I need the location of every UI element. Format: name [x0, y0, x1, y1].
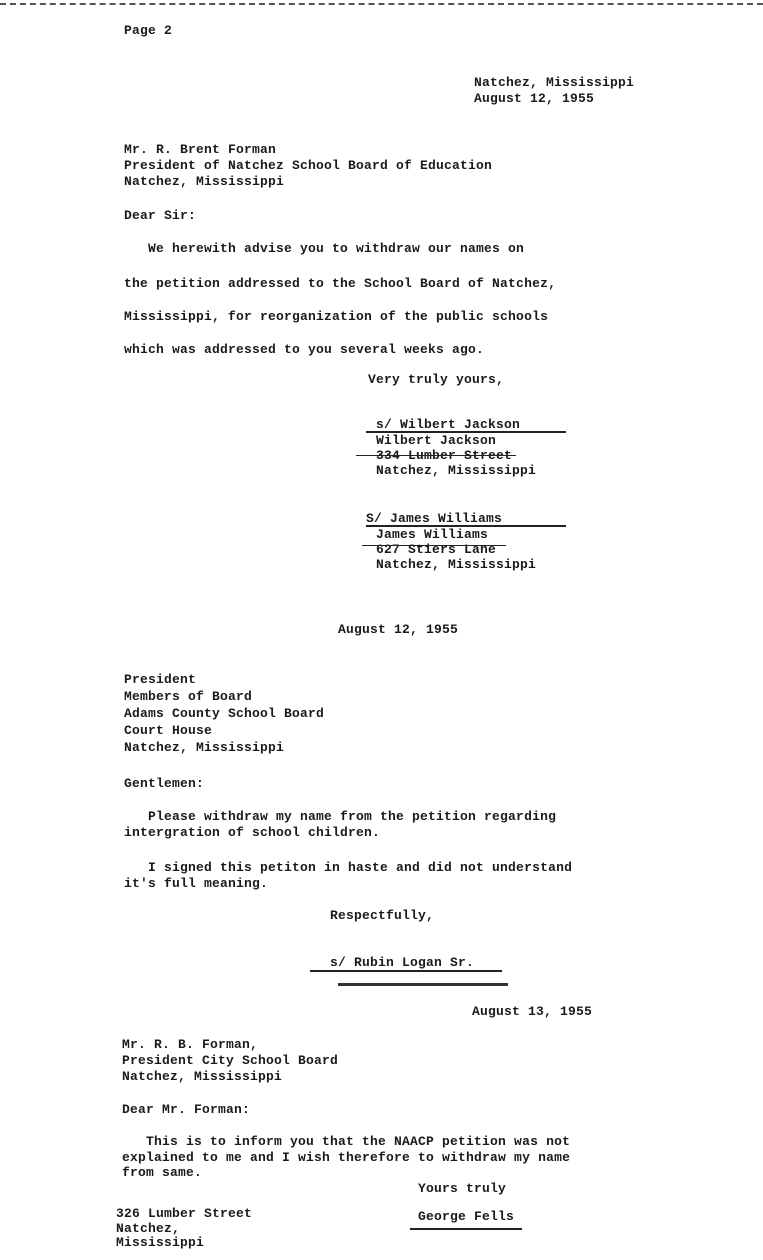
letter2-addressee-line: Members of Board [124, 689, 253, 704]
letter3-signature-line [410, 1228, 522, 1230]
top-border [0, 3, 763, 5]
signer2-strikeout [362, 545, 506, 546]
signer1-street: 334 Lumber Street [376, 448, 513, 463]
letter1-closing: Very truly yours, [368, 372, 505, 387]
letter3-signature: George Fells [418, 1209, 515, 1224]
signer2-signature: S/ James Williams [366, 511, 503, 526]
letter3-sender-address-line: 326 Lumber Street [116, 1206, 253, 1221]
letter2-addressee-line: President [124, 672, 197, 687]
letter1-addressee-line: Mr. R. Brent Forman [124, 142, 277, 157]
letter3-sender-address-line: Natchez, [116, 1221, 181, 1236]
letter2-para2-line: it's full meaning. [124, 876, 269, 891]
letter3-addressee-line: Mr. R. B. Forman, [122, 1037, 259, 1052]
letter2-closing: Respectfully, [330, 908, 435, 923]
letter2-signature-line [310, 970, 502, 972]
letter1-body-line: which was addressed to you several weeks ago. [124, 342, 485, 357]
signer2-name: James Williams [376, 527, 489, 542]
letter2-addressee-line: Adams County School Board [124, 706, 325, 721]
letter2-signature: s/ Rubin Logan Sr. [330, 955, 475, 970]
letter1-addressee-line: Natchez, Mississippi [124, 174, 285, 189]
letter3-closing: Yours truly [418, 1181, 507, 1196]
letter2-salutation: Gentlemen: [124, 776, 205, 791]
letter3-sender-address-line: Mississippi [116, 1235, 205, 1250]
signer1-name: Wilbert Jackson [376, 433, 497, 448]
letter2-date: August 12, 1955 [338, 622, 459, 637]
letter3-date: August 13, 1955 [472, 1004, 593, 1019]
signer1-signature: s/ Wilbert Jackson [376, 417, 521, 432]
letter3-salutation: Dear Mr. Forman: [122, 1102, 251, 1117]
letter1-body-line: We herewith advise you to withdraw our names on [124, 241, 525, 256]
letter1-salutation: Dear Sir: [124, 208, 197, 223]
letter2-addressee-line: Natchez, Mississippi [124, 740, 285, 755]
letter2-para1-line: intergration of school children. [124, 825, 381, 840]
letter2-para2-line: I signed this petiton in haste and did not understand [124, 860, 573, 875]
letter3-addressee-line: Natchez, Mississippi [122, 1069, 283, 1084]
letter3-body-line: from same. [122, 1165, 203, 1180]
letter3-body-line: explained to me and I wish therefore to withdraw my name [122, 1150, 571, 1165]
page-label: Page 2 [124, 23, 173, 38]
letter1-addressee-line: President of Natchez School Board of Education [124, 158, 493, 173]
letter3-body-line: This is to inform you that the NAACP petition was not [122, 1134, 571, 1149]
signer1-strikeout [356, 455, 516, 456]
letter1-place: Natchez, Mississippi [474, 75, 635, 90]
signer1-city: Natchez, Mississippi [376, 463, 537, 478]
letter3-addressee-line: President City School Board [122, 1053, 339, 1068]
letter2-para1-line: Please withdraw my name from the petition regarding [124, 809, 557, 824]
signer2-city: Natchez, Mississippi [376, 557, 537, 572]
letter2-addressee-line: Court House [124, 723, 213, 738]
signer2-street: 627 Stiers Lane [376, 542, 497, 557]
letter1-body-line: the petition addressed to the School Board of Natchez, [124, 276, 557, 291]
letter1-date: August 12, 1955 [474, 91, 595, 106]
letter1-body-line: Mississippi, for reorganization of the public schools [124, 309, 549, 324]
letter2-signature-underline [338, 983, 508, 986]
